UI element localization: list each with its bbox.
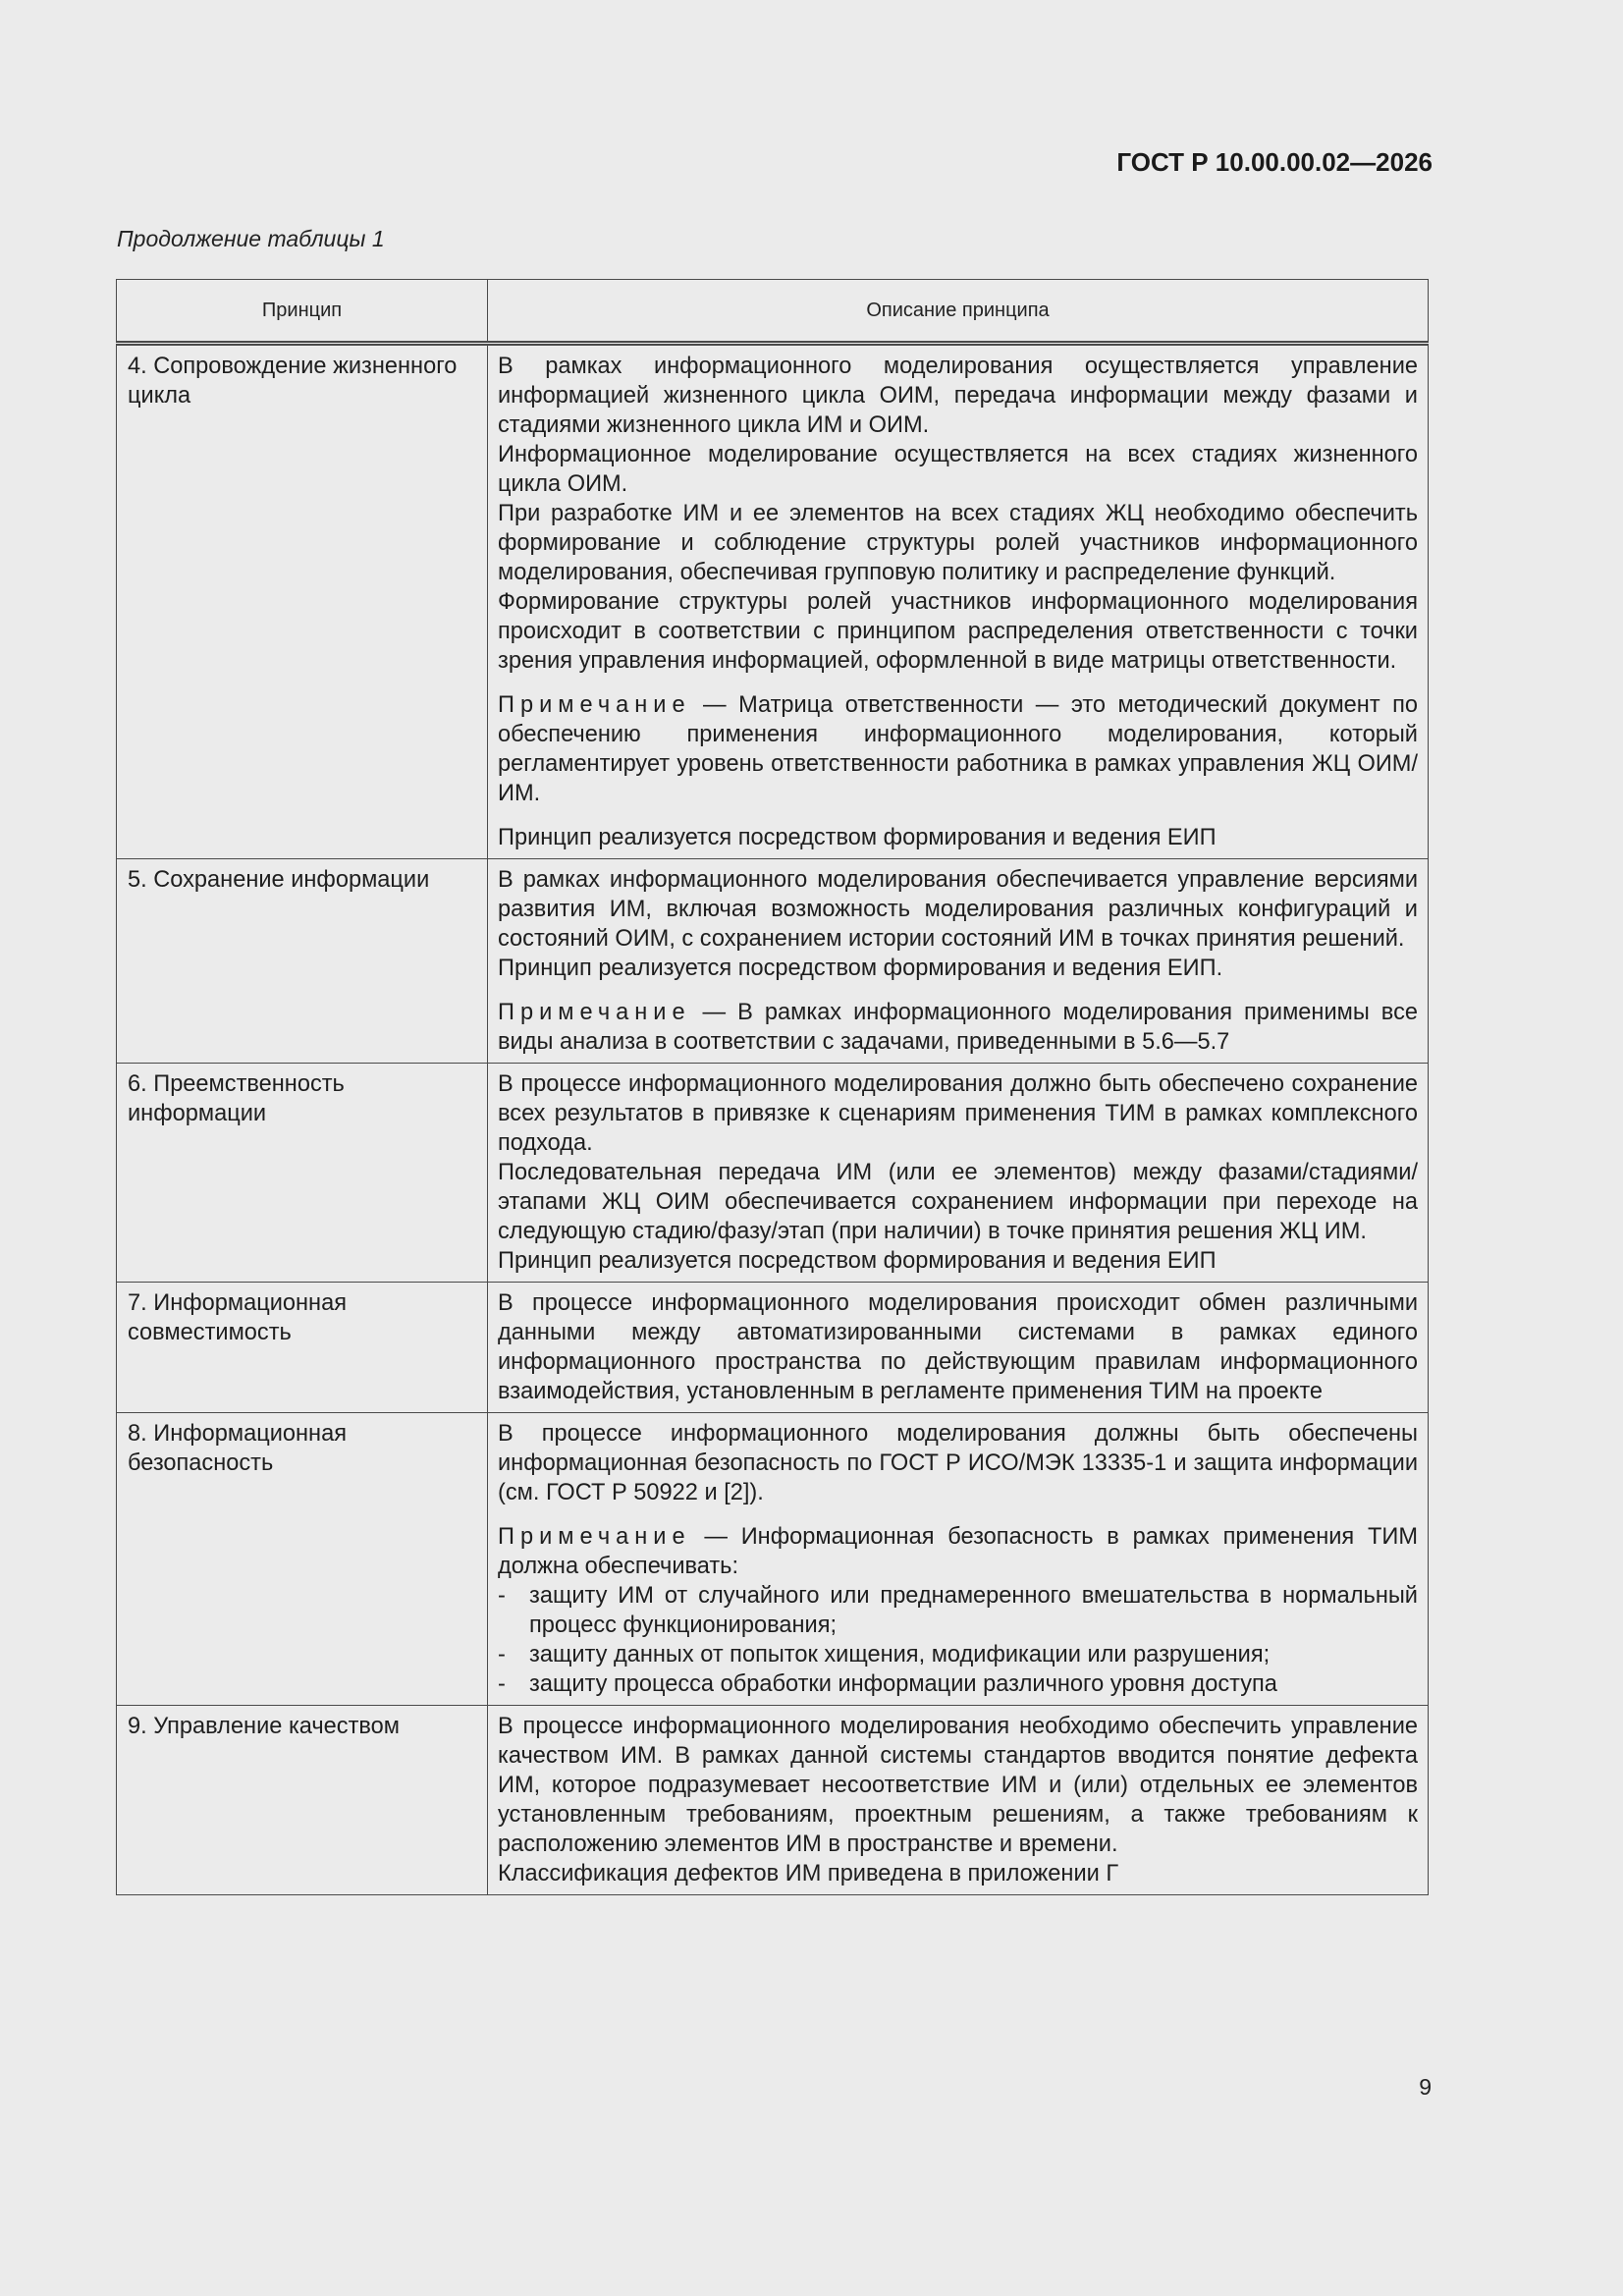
description-paragraph: Классификация дефектов ИМ приведена в приложении Г [498, 1861, 1119, 1886]
description-paragraph: При разработке ИМ и ее элементов на всех стадиях ЖЦ необходимо обеспечить формирование и соблюдение структуры ролей участников информационного моделирования, обеспечивая групповую политику и распределение функций. [498, 501, 1418, 585]
table-row [117, 1413, 1429, 1706]
note-text: — В рамках информационного моделирования применимы все виды анализа в соответствии с задачами, приведенными в 5.6—5.7 [498, 1000, 1418, 1055]
description-cell [488, 1413, 1429, 1706]
principle-cell: 6. Преемственность информации [117, 1064, 488, 1283]
description-paragraph: В рамках информационного моделирования осуществляется управление информацией жизненного цикла ОИМ, передача информации между фазами и стадиями жизненного цикла ИМ и ОИМ. [498, 354, 1418, 438]
table-caption: Продолжение таблицы 1 [117, 226, 385, 251]
table-row [117, 1283, 1429, 1413]
description-cell [488, 344, 1429, 859]
note-label: Примечание [498, 1000, 691, 1025]
note-text: — Информационная безопасность в рамках применения ТИМ должна обеспечивать: [498, 1524, 1418, 1579]
list-item-text: защиту процесса обработки информации различного уровня доступа [529, 1671, 1277, 1697]
description-cell [488, 1064, 1429, 1283]
list-item-text: защиту ИМ от случайного или преднамеренного вмешательства в нормальный процесс функционирования; [529, 1583, 1418, 1638]
list-item [498, 1640, 1418, 1669]
dash-bullet: - [498, 1671, 506, 1697]
table-row [117, 1064, 1429, 1283]
table-row [117, 859, 1429, 1064]
note-label: Примечание [498, 692, 691, 718]
note-label: Примечание [498, 1524, 691, 1550]
note [498, 1522, 1418, 1581]
principles-table [116, 279, 1429, 1895]
description-paragraph: Формирование структуры ролей участников информационного моделирования происходит в соответствии с принципом распределения ответственности с точки зрения управления информацией, оформленной в виде матрицы ответственности. [498, 589, 1418, 674]
description-paragraph: Принцип реализуется посредством формирования и ведения ЕИП. [498, 956, 1223, 981]
description-paragraph: В процессе информационного моделирования должны быть обеспечены информационная безопасность по ГОСТ Р ИСО/МЭК 13335-1 и защита информации (см. ГОСТ Р 50922 и [2]). [498, 1421, 1418, 1505]
description-paragraph: В процессе информационного моделирования необходимо обеспечить управление качеством ИМ. В рамках данной системы стандартов вводится понятие дефекта ИМ, которое подразумевает несоответствие ИМ и (или) отдельных ее элементов установленным требованиям, проектным решениям, а также требованиям к расположению элементов ИМ в пространстве и времени. [498, 1714, 1418, 1857]
principle-cell: 9. Управление качеством [117, 1706, 488, 1895]
dash-bullet: - [498, 1642, 506, 1667]
description-paragraph: В рамках информационного моделирования обеспечивается управление версиями развития ИМ, включая возможность моделирования различных конфигураций и состояний ОИМ, с сохранением истории состояний ИМ в точках принятия решений. [498, 867, 1418, 952]
document-code: ГОСТ Р 10.00.00.02—2026 [1116, 147, 1433, 177]
principle-cell: 5. Сохранение информации [117, 859, 488, 1064]
principle-cell: 4. Сопровождение жизненного цикла [117, 344, 488, 859]
description-paragraph: В процессе информационного моделирования происходит обмен различными данными между автоматизированными системами в рамках единого информационного пространства по действующим правилам информационного взаимодействия, установленным в регламенте применения ТИМ на проекте [498, 1290, 1418, 1404]
table-row [117, 1706, 1429, 1895]
description-cell [488, 1283, 1429, 1413]
description-paragraph: Принцип реализуется посредством формирования и ведения ЕИП [498, 825, 1217, 850]
list-item [498, 1581, 1418, 1640]
table-row [117, 344, 1429, 859]
note-text: — Матрица ответственности — это методический документ по обеспечению применения информационного моделирования, который регламентирует уровень ответственности работника в рамках управления ЖЦ ОИМ/ИМ. [498, 692, 1418, 806]
description-paragraph: Последовательная передача ИМ (или ее элементов) между фазами/стадиями/этапами ЖЦ ОИМ обеспечивается сохранением информации при переходе на следующую стадию/фазу/этап (при наличии) в точке принятия решения ЖЦ ИМ. [498, 1160, 1418, 1244]
page-number: 9 [1419, 2074, 1432, 2100]
description-cell [488, 1706, 1429, 1895]
table-header-row [117, 280, 1429, 344]
description-paragraph: В процессе информационного моделирования должно быть обеспечено сохранение всех результатов в привязке к сценариям применения ТИМ в рамках комплексного подхода. [498, 1071, 1418, 1156]
column-header-principle: Принцип [117, 280, 488, 344]
principle-cell: 7. Информационная совместимость [117, 1283, 488, 1413]
note [498, 690, 1418, 808]
list-item-text: защиту данных от попыток хищения, модификации или разрушения; [529, 1642, 1271, 1667]
list-item [498, 1669, 1418, 1699]
dash-bullet: - [498, 1583, 506, 1609]
description-paragraph: Информационное моделирование осуществляется на всех стадиях жизненного цикла ОИМ. [498, 442, 1418, 497]
description-cell [488, 859, 1429, 1064]
principle-cell: 8. Информационная безопасность [117, 1413, 488, 1706]
description-paragraph: Принцип реализуется посредством формирования и ведения ЕИП [498, 1248, 1217, 1274]
note [498, 998, 1418, 1057]
column-header-description: Описание принципа [488, 280, 1429, 344]
